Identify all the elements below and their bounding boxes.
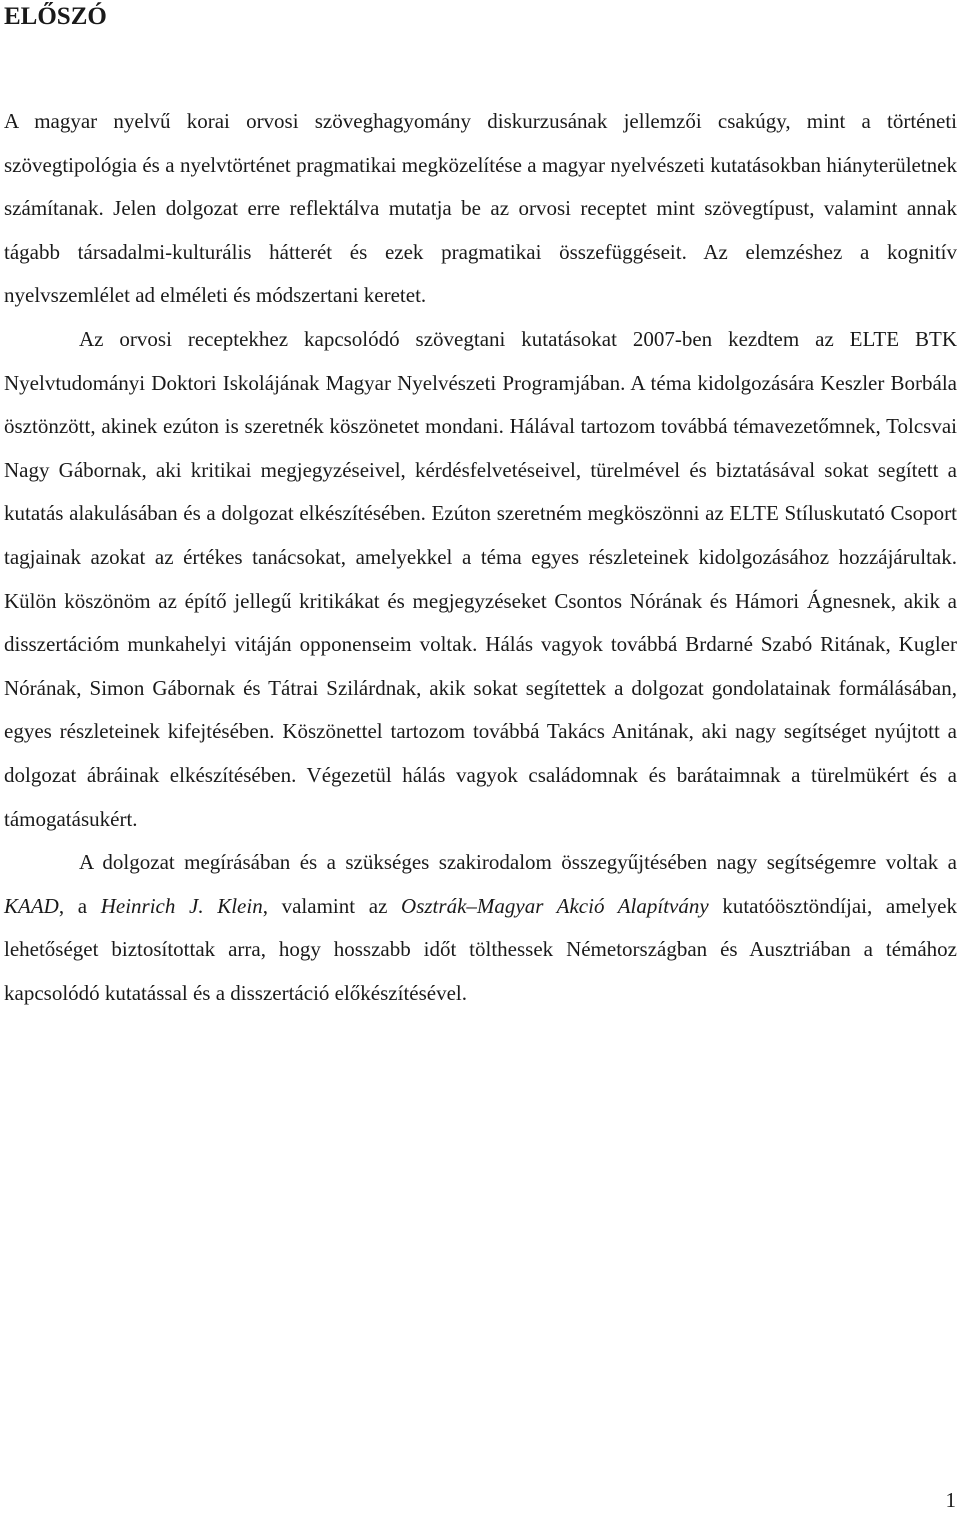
- paragraph-3-text: , a: [58, 893, 101, 918]
- page-number: 1: [945, 1488, 956, 1512]
- paragraph-3-text: , valamint az: [262, 893, 402, 918]
- kaad-name: KAAD: [4, 893, 59, 918]
- paragraph-3: [4, 841, 957, 1015]
- page-heading: ELŐSZÓ: [4, 3, 107, 30]
- paragraph-3-text: kutatóösztöndíjai, amelyek lehetőséget biztosítottak arra, hogy hosszabb időt tölthessek Németországban és Ausztriában a témához kapcsolódó kutatással és a disszertáció előkészítésével.: [4, 893, 958, 1005]
- paragraph-2: Az orvosi receptekhez kapcsolódó szövegtani kutatásokat 2007-ben kezdtem az ELTE BTK Nyelvtudományi Doktori Iskolájának Magyar Nyelvészeti Programjában. A téma kidolgozására Keszler Borbála ösztönzött, akinek ezúton is szeretnék köszönetet mondani. Hálával tartozom továbbá témavezetőmnek, Tolcsvai Nagy Gábornak, aki kritikai megjegyzéseivel, kérdésfelvetéseivel, türelmével és biztatásával sokat segített a kutatás alakulásában és a dolgozat elkészítésében. Ezúton szeretném megköszönni az ELTE Stíluskutató Csoport tagjainak azokat az értékes tanácsokat, amelyekkel a téma egyes részleteinek kidolgozásához hozzájárultak. Külön köszönöm az építő jellegű kritikákat és megjegyzéseket Csontos Nórának és Hámori Ágnesnek, akik a disszertációm munkahelyi vitáján opponenseim voltak. Hálás vagyok továbbá Brdarné Szabó Ritának, Kugler Nórának, Simon Gábornak és Tátrai Szilárdnak, akik sokat segítettek a dolgozat gondolatainak formálásában, egyes részleteinek kifejtésében. Köszönettel tartozom továbbá Takács Anitának, aki nagy segítséget nyújtott a dolgozat ábráinak elkészítésében. Végezetül hálás vagyok családomnak és barátaimnak a türelmükért és a támogatásukért.: [4, 326, 957, 831]
- paragraph-3-text: A dolgozat megírásában és a szükséges szakirodalom összegyűjtésében nagy segítségemre voltak a: [79, 850, 957, 875]
- body-text: [4, 100, 957, 1015]
- klein-name: Heinrich J. Klein: [100, 893, 263, 918]
- foundation-name: Osztrák–Magyar Akció Alapítvány: [401, 893, 709, 918]
- paragraph-1: A magyar nyelvű korai orvosi szöveghagyomány diskurzusának jellemzői csakúgy, mint a történeti szövegtipológia és a nyelvtörténet pragmatikai megközelítése a magyar nyelvészeti kutatásokban hiányterületnek számítanak. Jelen dolgozat erre reflektálva mutatja be az orvosi receptet mint szövegtípust, valamint annak tágabb társadalmi-kulturális hátterét és ezek pragmatikai összefüggéseit. Az elemzéshez a kognitív nyelvszemlélet ad elméleti és módszertani keretet.: [4, 109, 957, 308]
